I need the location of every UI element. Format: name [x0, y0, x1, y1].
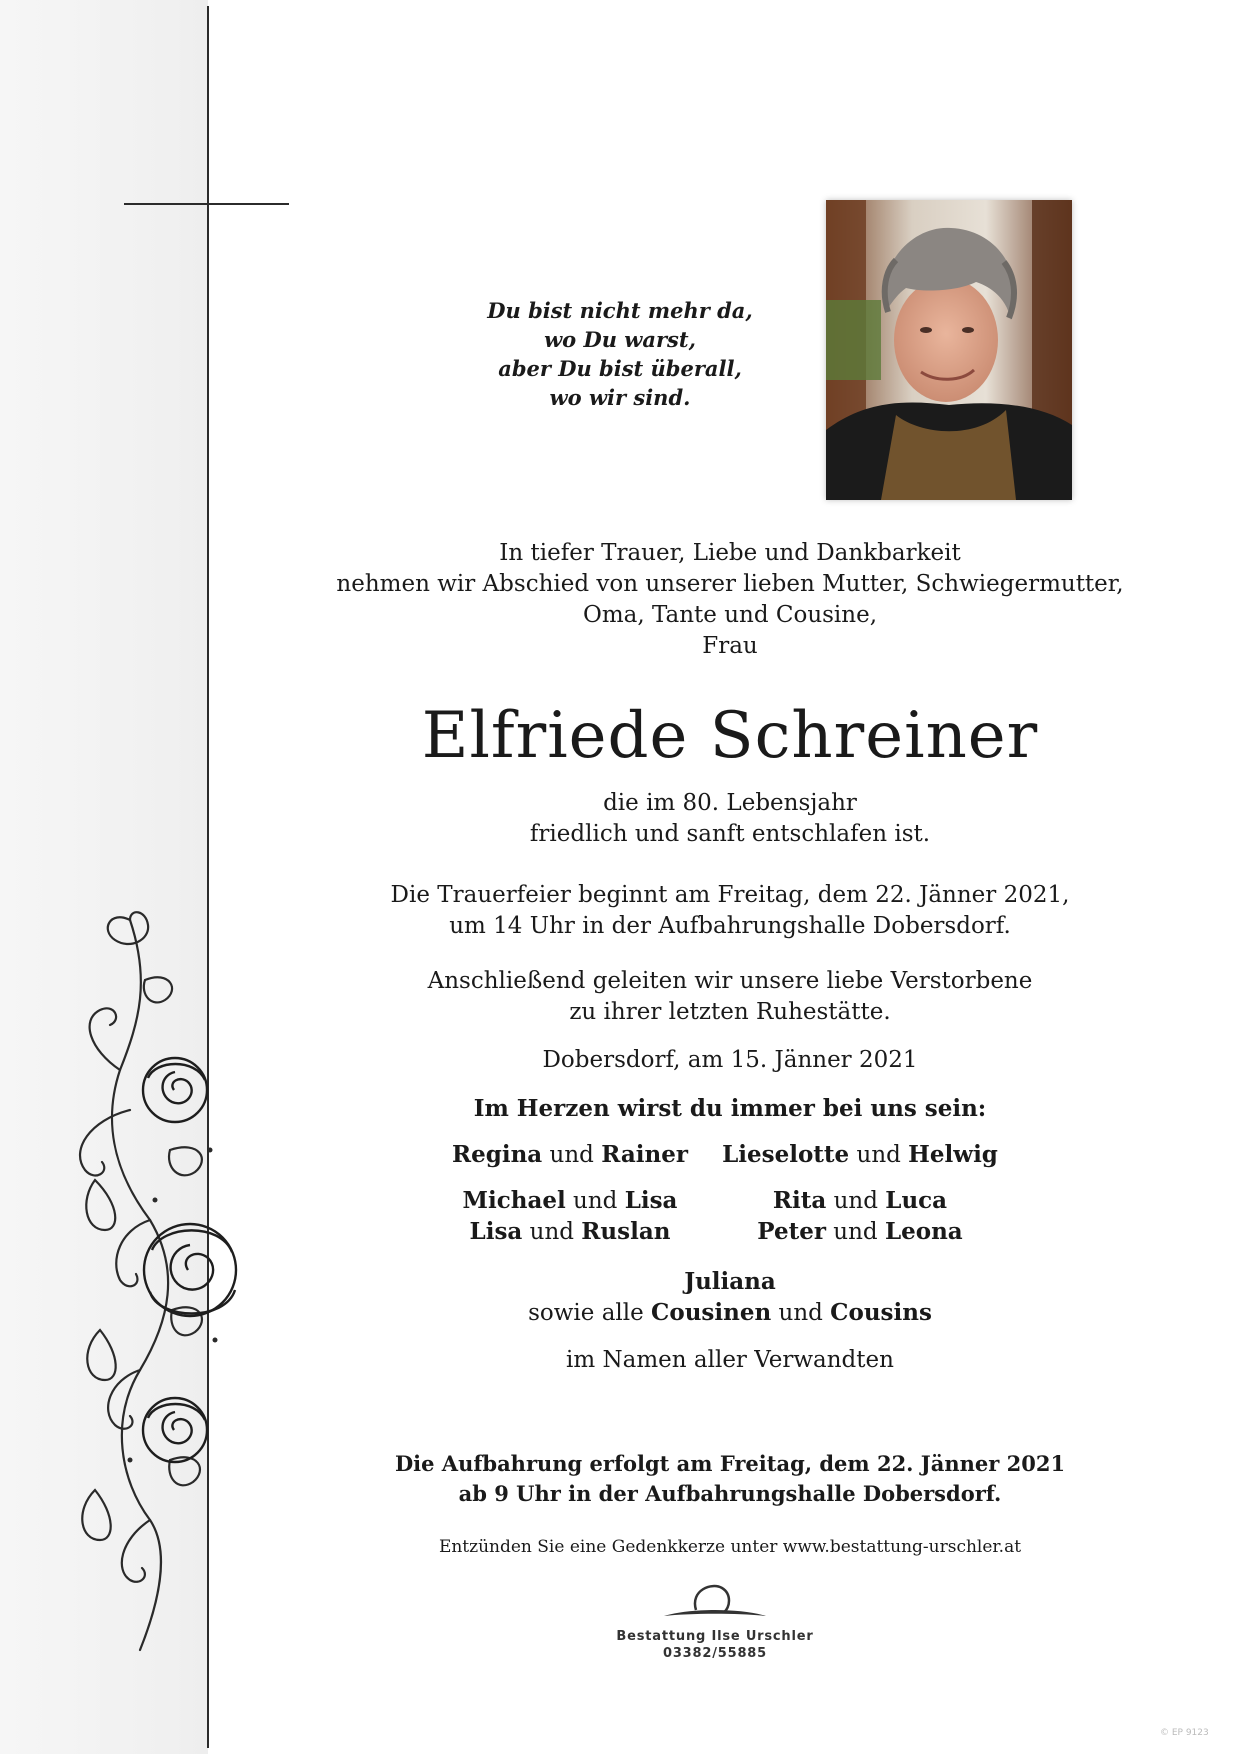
document-code: © EP 9123 — [1160, 1728, 1209, 1738]
family-entry — [700, 1216, 1020, 1248]
funeral-home — [560, 1628, 870, 1662]
relatives-line: im Namen aller Verwandten — [566, 1347, 894, 1373]
portrait-photo — [826, 200, 1072, 500]
family-name: Rita — [772, 1187, 827, 1214]
age-text — [330, 788, 1130, 850]
intro-line: nehmen wir Abschied von unserer lieben Mutter, Schwiegermutter, — [336, 571, 1124, 597]
deceased-name: Elfriede Schreiner — [421, 699, 1039, 773]
family-name: Peter — [757, 1218, 826, 1245]
viewing-info — [330, 1449, 1130, 1509]
family-connector: und — [529, 1219, 574, 1245]
company-name: Bestattung Ilse Urschler — [616, 1629, 814, 1644]
intro-line: Oma, Tante und Cousine, — [582, 602, 878, 628]
viewing-line: ab 9 Uhr in der Aufbahrungshalle Dobersdorf. — [458, 1481, 1002, 1506]
family-name: Michael — [462, 1187, 566, 1214]
family-name: Ruslan — [581, 1218, 671, 1245]
family-name: Cousins — [830, 1299, 932, 1326]
family-name: Luca — [885, 1187, 948, 1214]
family-name: Juliana — [684, 1268, 776, 1295]
heart-heading: Im Herzen wirst du immer bei uns sein: — [473, 1095, 987, 1122]
funeral-home-logo-icon — [660, 1580, 770, 1630]
age-line: die im 80. Lebensjahr — [603, 790, 857, 816]
quote-line: wo wir sind. — [549, 385, 691, 410]
family-name: Lieselotte — [722, 1141, 850, 1168]
cross-horizontal-line — [124, 203, 289, 205]
family-connector: und — [833, 1188, 878, 1214]
family-entry — [440, 1185, 700, 1217]
family-name: Lisa — [469, 1218, 523, 1245]
quote-line: aber Du bist überall, — [498, 356, 742, 381]
company-phone: 03382/55885 — [662, 1646, 767, 1661]
memorial-quote — [440, 296, 800, 412]
family-name: Rainer — [601, 1141, 688, 1168]
intro-text — [330, 538, 1130, 662]
family-connector: und — [778, 1300, 823, 1326]
age-line: friedlich und sanft entschlafen ist. — [529, 821, 931, 847]
family-entry — [440, 1216, 700, 1248]
family-entry — [700, 1139, 1020, 1171]
burial-line: Anschließend geleiten wir unsere liebe Verstorbene — [427, 968, 1033, 994]
family-connector: und — [856, 1142, 901, 1168]
family-entry — [440, 1139, 700, 1171]
family-name: Regina — [452, 1141, 543, 1168]
ceremony-info — [330, 880, 1130, 942]
rose-vine-icon — [60, 900, 290, 1670]
intro-line: Frau — [702, 633, 758, 659]
family-connector: und — [573, 1188, 618, 1214]
intro-line: In tiefer Trauer, Liebe und Dankbarkeit — [499, 540, 961, 566]
family-name: Leona — [884, 1218, 963, 1245]
burial-info — [330, 966, 1130, 1028]
family-connector: und — [549, 1142, 594, 1168]
family-connector: und — [833, 1219, 878, 1245]
place-date: Dobersdorf, am 15. Jänner 2021 — [542, 1047, 918, 1073]
family-name: Helwig — [908, 1141, 998, 1168]
burial-line: zu ihrer letzten Ruhestätte. — [569, 999, 891, 1025]
viewing-line: Die Aufbahrung erfolgt am Freitag, dem 22. Jänner 2021 — [394, 1451, 1066, 1476]
family-entry — [700, 1185, 1020, 1217]
family-name: Cousinen — [651, 1299, 772, 1326]
quote-line: Du bist nicht mehr da, — [487, 298, 753, 323]
family-name: Lisa — [624, 1187, 678, 1214]
ceremony-line: Die Trauerfeier beginnt am Freitag, dem 22. Jänner 2021, — [390, 882, 1070, 908]
candle-link-line: Entzünden Sie eine Gedenkkerze unter www.bestattung-urschler.at — [438, 1537, 1022, 1557]
ceremony-line: um 14 Uhr in der Aufbahrungshalle Dobersdorf. — [449, 913, 1011, 939]
cousins-line — [330, 1297, 1130, 1329]
quote-line: wo Du warst, — [544, 327, 696, 352]
family-juliana — [330, 1266, 1130, 1329]
cousins-prefix: sowie alle — [528, 1300, 644, 1326]
